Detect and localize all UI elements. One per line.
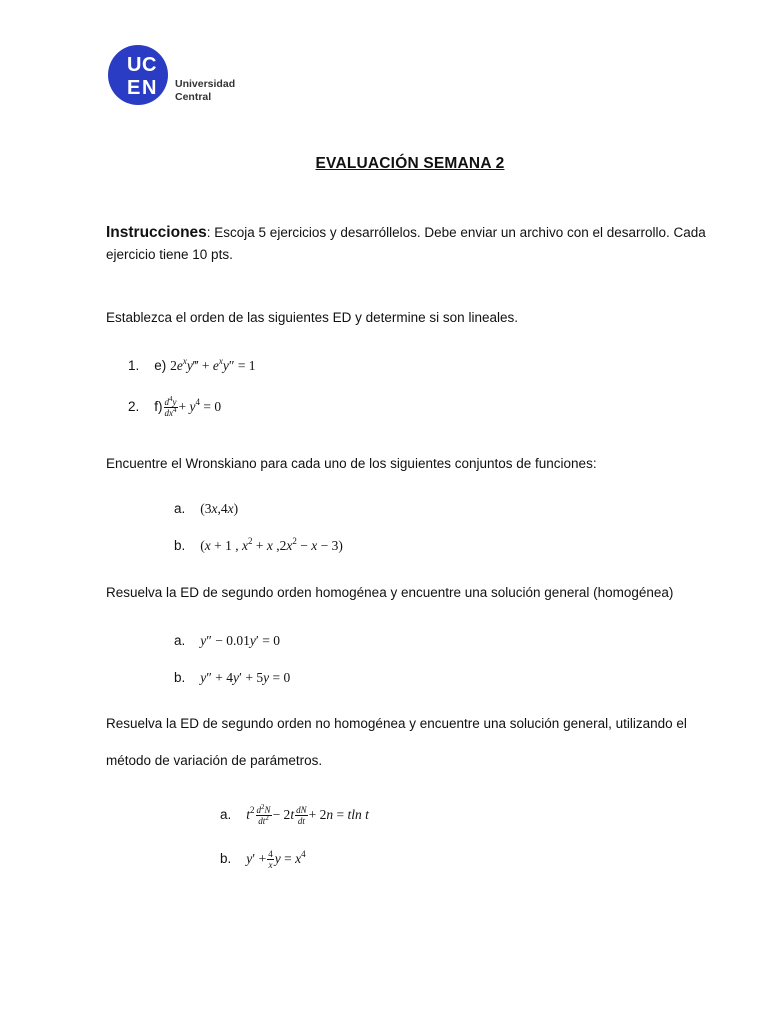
section2-heading: Encuentre el Wronskiano para cada uno de los siguientes conjuntos de funciones: bbox=[106, 456, 597, 471]
section4-heading-line2: método de variación de parámetros. bbox=[106, 753, 323, 768]
equation: y″ − 0.01y′ = 0 bbox=[200, 633, 280, 648]
item-letter: b. bbox=[174, 670, 186, 685]
equation: y′ + $\frac{4}{x}$ $y = x^4$ bbox=[246, 849, 306, 871]
equation: $t^2$ $\frac{d^2N}{dt^2}$ − 2t $\frac{dN}{dt}$ + 2n = tln t bbox=[246, 803, 369, 827]
logo-name-line2: Central bbox=[175, 91, 212, 103]
section1-heading: Establezca el orden de las siguientes ED y determine si son lineales. bbox=[106, 310, 518, 325]
section1-item-2 bbox=[128, 396, 221, 418]
item-letter: a. bbox=[174, 633, 186, 648]
logo-name bbox=[175, 78, 235, 104]
item-number: 2. bbox=[128, 399, 140, 414]
section4-item-b bbox=[220, 848, 306, 870]
logo-name-line1: Universidad bbox=[175, 78, 236, 90]
section4-item-a bbox=[220, 804, 369, 826]
section3-heading: Resuelva la ED de segundo orden homogénea y encuentre una solución general (homogénea) bbox=[106, 585, 674, 600]
ucen-logo-icon bbox=[107, 44, 169, 106]
logo-letter-e: E bbox=[127, 77, 141, 99]
instructions bbox=[106, 222, 726, 266]
item-letter: b. bbox=[174, 538, 186, 553]
item-letter: f) bbox=[154, 399, 163, 414]
section3-item-b bbox=[174, 667, 290, 689]
equation: y″ + 4y′ + 5y = 0 bbox=[200, 670, 291, 685]
function-set: (x + 1 , $x^2 + x$ $,2x^2 - x - 3$) bbox=[200, 536, 343, 553]
instructions-label: Instrucciones bbox=[106, 224, 207, 241]
item-number: 1. bbox=[128, 358, 140, 373]
item-letter: a. bbox=[220, 807, 232, 822]
section1-item-1 bbox=[128, 355, 256, 377]
item-letter: a. bbox=[174, 501, 186, 516]
equation: $\frac{d^4y}{dx^4}$ + $y^4 = 0$ bbox=[164, 395, 222, 419]
section3-item-a bbox=[174, 630, 280, 652]
function-set: (3x,4x) bbox=[200, 501, 239, 516]
logo-letter-u: U bbox=[127, 54, 142, 76]
item-letter: e) bbox=[154, 358, 167, 373]
instructions-text-line2: ejercicio tiene 10 pts. bbox=[106, 247, 233, 262]
logo-letter-n: N bbox=[142, 77, 157, 99]
logo-letter-c: C bbox=[142, 54, 157, 76]
section4-heading-line1: Resuelva la ED de segundo orden no homogénea y encuentre una solución general, utilizando el bbox=[106, 716, 687, 731]
logo bbox=[107, 44, 237, 104]
section2-item-b bbox=[174, 535, 343, 557]
equation: $2e^xy‴ + e^xy'' = 1$ bbox=[170, 356, 256, 373]
page-title: EVALUACIÓN SEMANA 2 bbox=[315, 155, 505, 172]
section2-item-a bbox=[174, 498, 238, 520]
instructions-text: : Escoja 5 ejercicios y desarróllelos. Debe enviar un archivo con el desarrollo. Cada bbox=[206, 225, 706, 240]
item-letter: b. bbox=[220, 851, 232, 866]
